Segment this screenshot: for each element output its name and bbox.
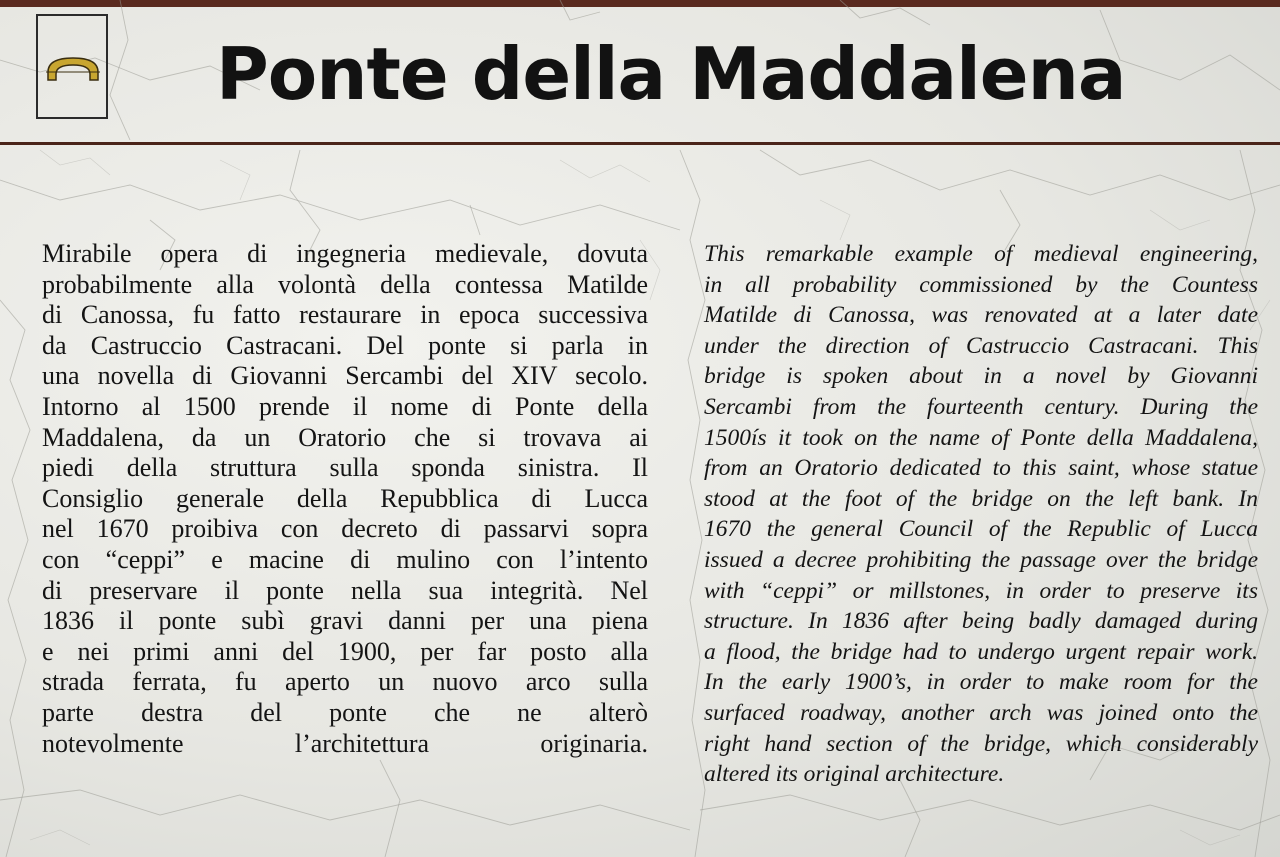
italian-text-column [42, 239, 648, 759]
text-line: under the direction of Castruccio Castracani. This [704, 332, 1258, 359]
text-line: In the early 1900’s, in order to make room for the [704, 669, 1258, 696]
text-line: surfaced roadway, another arch was joined onto the [704, 699, 1258, 726]
text-line: e nei primi anni del 1900, per far posto alla [42, 636, 648, 666]
text-line: piedi della struttura sulla sponda sinistra. Il [42, 453, 648, 483]
english-text-column [704, 239, 1258, 790]
text-line: bridge is spoken about in a novel by Giovanni [704, 363, 1258, 390]
text-line: from an Oratorio dedicated to this saint, whose statue [704, 455, 1258, 482]
arched-bridge-icon [42, 50, 104, 90]
text-line: Consiglio generale della Repubblica di Lucca [42, 483, 648, 513]
text-line: parte destra del ponte che ne alterò [42, 697, 648, 727]
text-line: a flood, the bridge had to undergo urgent repair work. [704, 638, 1258, 665]
text-line: notevolmente l’architettura originaria. [42, 728, 648, 758]
text-line: right hand section of the bridge, which considerably [704, 730, 1258, 757]
text-line: una novella di Giovanni Sercambi del XIV secolo. [42, 361, 648, 391]
text-line: strada ferrata, fu aperto un nuovo arco sulla [42, 667, 648, 697]
text-line: di preservare il ponte nella sua integrità. Nel [42, 575, 648, 605]
text-line: Matilde di Canossa, was renovated at a later date [704, 302, 1258, 329]
text-line: altered its original architecture. [704, 761, 1005, 788]
text-line: stood at the foot of the bridge on the left bank. In [704, 485, 1258, 512]
text-line: This remarkable example of medieval engineering, [704, 241, 1258, 267]
text-line: issued a decree prohibiting the passage over the bridge [704, 546, 1258, 573]
text-line: structure. In 1836 after being badly damaged during [704, 608, 1258, 635]
text-line: da Castruccio Castracani. Del ponte si parla in [42, 330, 648, 360]
text-line: Sercambi from the fourteenth century. During the [704, 393, 1258, 420]
text-line: di Canossa, fu fatto restaurare in epoca successiva [42, 300, 648, 330]
text-line: 1500ís it took on the name of Ponte della Maddalena, [704, 424, 1258, 451]
header-divider [0, 142, 1280, 145]
text-line: with “ceppi” or millstones, in order to preserve its [704, 577, 1258, 604]
text-line: con “ceppi” e macine di mulino con l’intento [42, 544, 648, 574]
text-line: probabilmente alla volontà della contessa Matilde [42, 269, 648, 299]
text-line: Mirabile opera di ingegneria medievale, dovuta [42, 239, 648, 268]
text-line: nel 1670 proibiva con decreto di passarvi sopra [42, 514, 648, 544]
text-line: Maddalena, da un Oratorio che si trovava ai [42, 422, 648, 452]
text-line: 1670 the general Council of the Republic of Lucca [704, 516, 1258, 543]
bridge-logo [36, 14, 108, 119]
text-line: Intorno al 1500 prende il nome di Ponte della [42, 391, 648, 421]
sign-title: Ponte della Maddalena [216, 32, 1126, 116]
text-line: in all probability commissioned by the Countess [704, 271, 1258, 298]
text-line: 1836 il ponte subì gravi danni per una piena [42, 606, 648, 636]
